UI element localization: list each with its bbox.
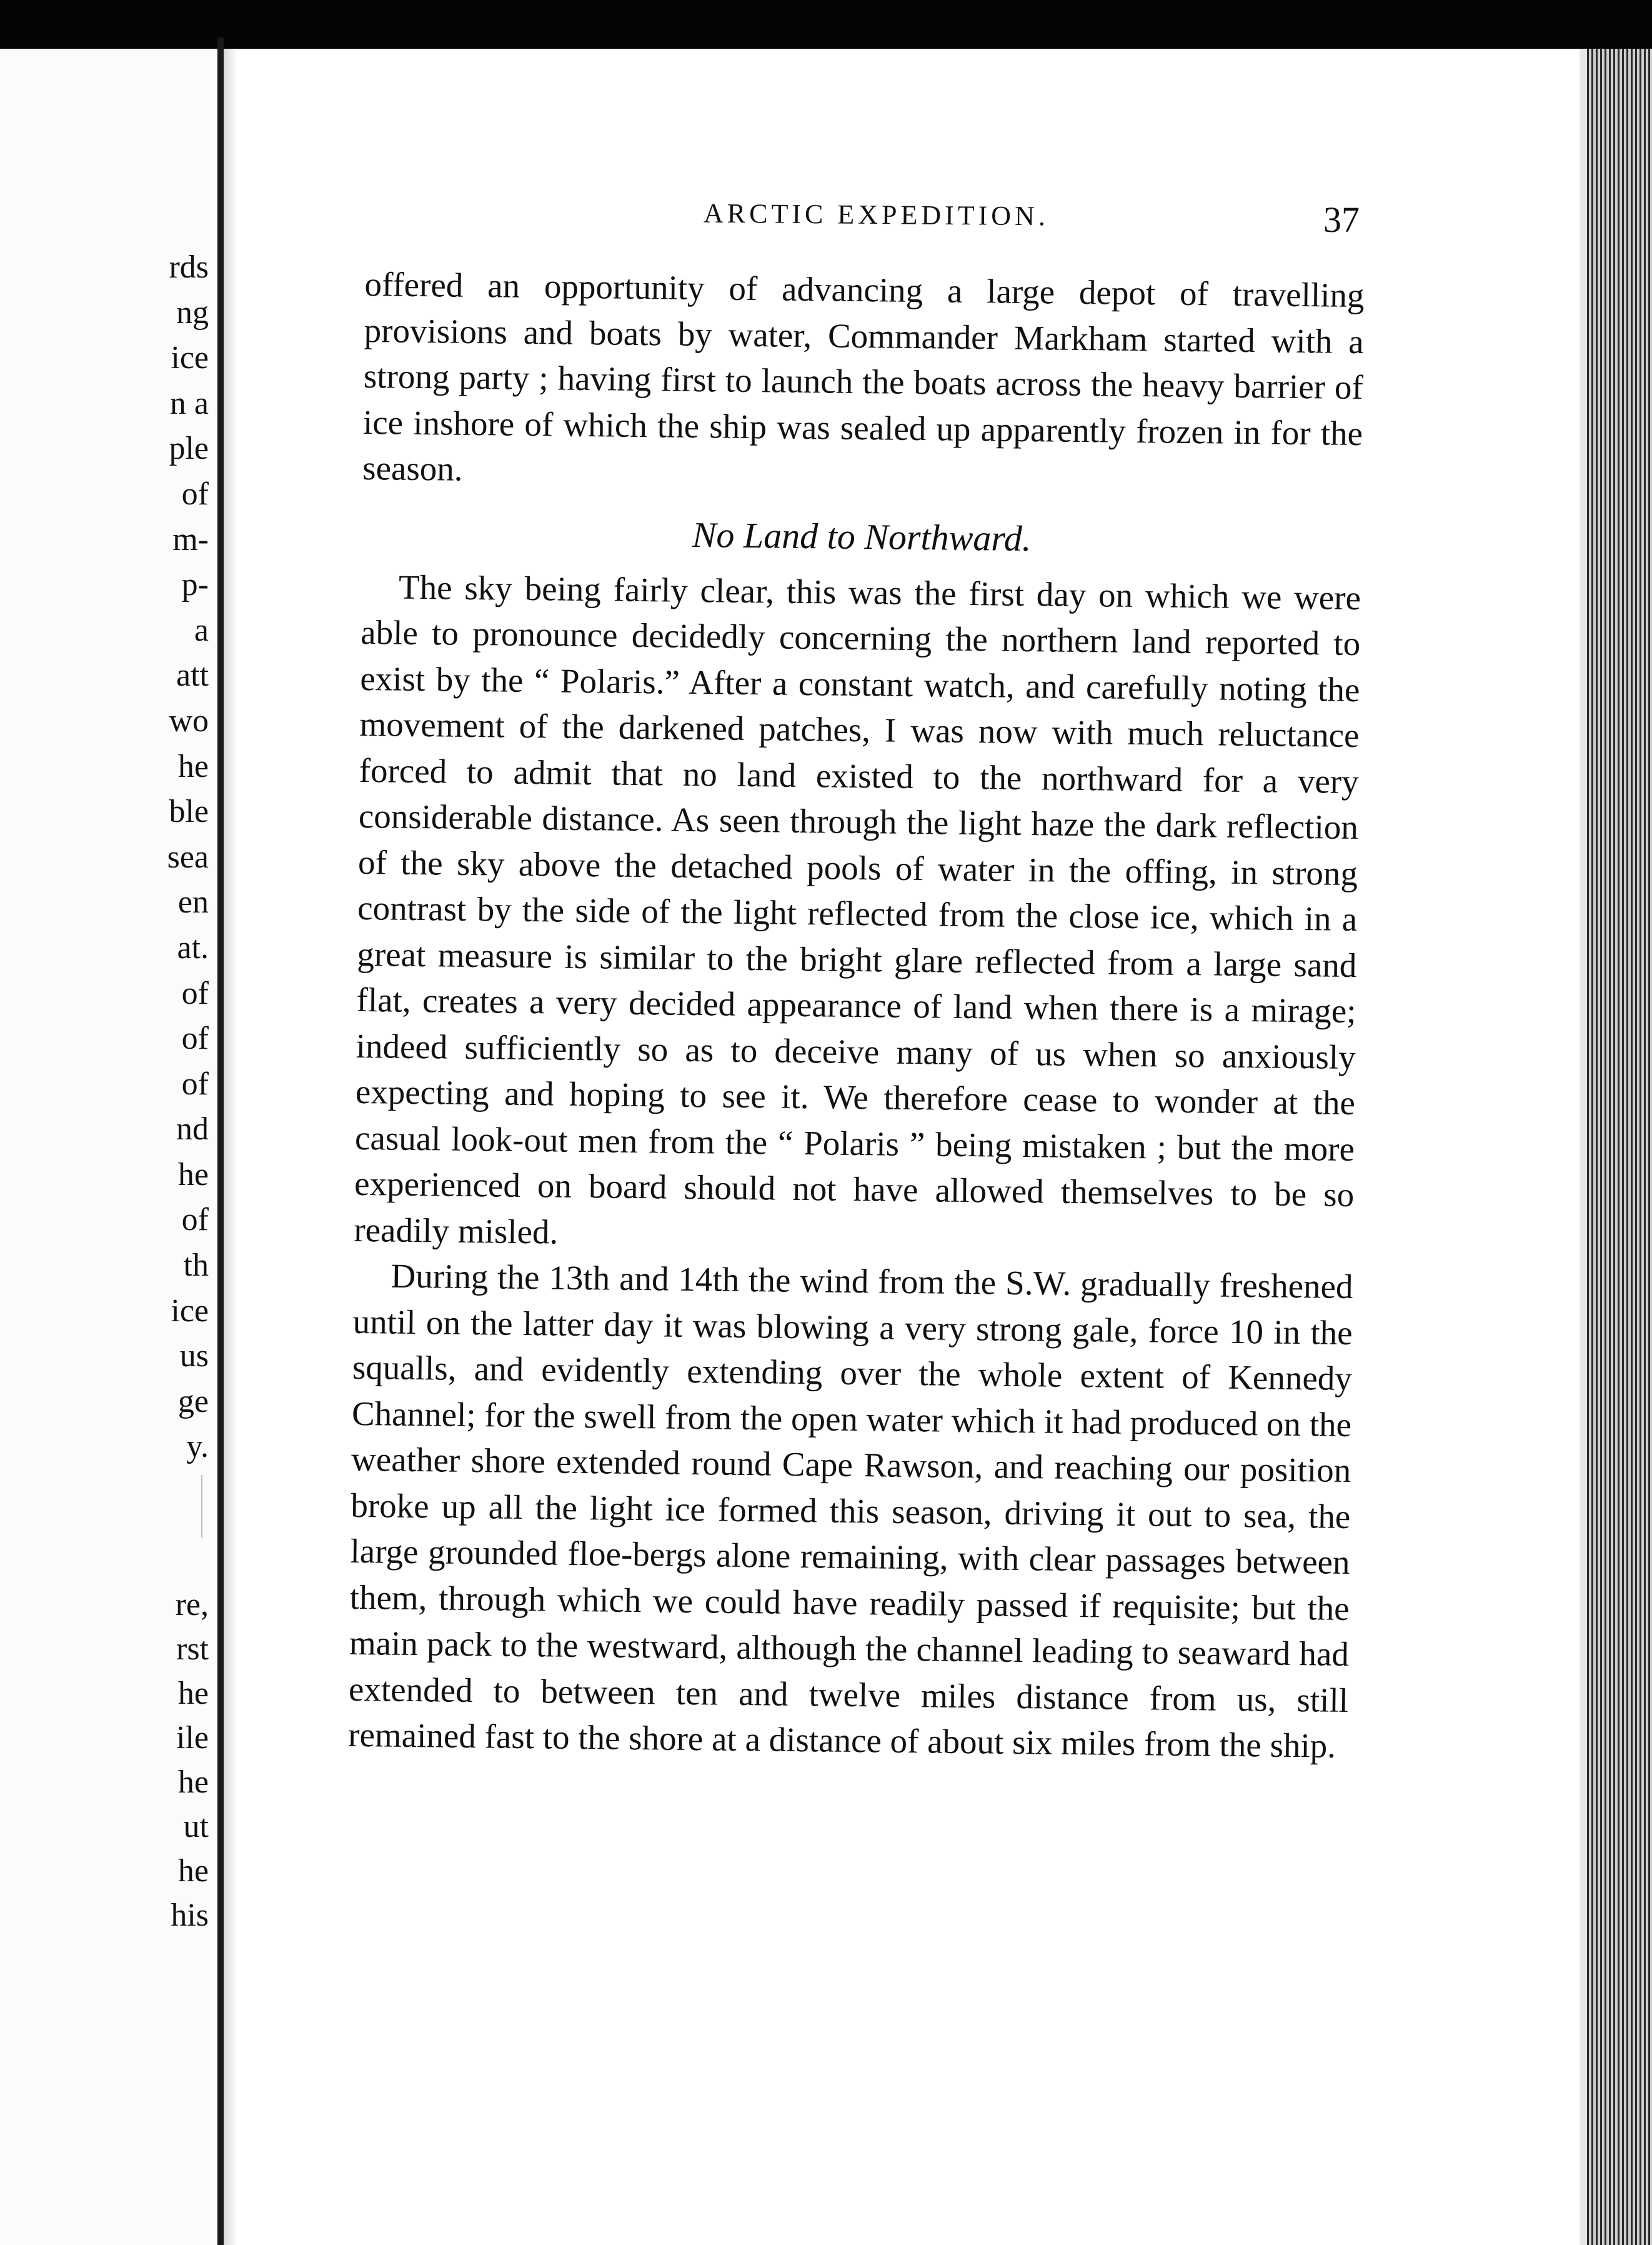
paragraph-continued: offered an opportunity of advancing a large depot of travelling provisions and boats by water, Commander Markham started with a strong party ; having first to launch the boats across the heavy barrier of ice inshore of which the ship was sealed up apparently frozen in for the season. — [362, 264, 1365, 488]
left-page-rule — [201, 1475, 202, 1538]
left-page-fragment: ice — [171, 1292, 209, 1329]
left-page-fragment: his — [171, 1898, 209, 1933]
left-page-fragment: at. — [177, 929, 209, 966]
paragraph-gale: During the 13th and 14th the wind from the S.W. gradually freshened until on the latter day it was blowing a very strong gale, force 10 in the squalls, and evidently extending over the whole extent of Kennedy Channel; for the swell from the open water which it had produced on the weather shore extended round Cape Rawson, and reaching our position broke up all the light ice formed this season, driving it out to sea, the large grounded floe-bergs alone remaining, with clear passages between them, through which we could have readily passed if requisite; but the main pack to the westward, although the channel leading to seaward had extended to between ten and twelve miles distance from us, still remained fast to the shore at a distance of about six miles from the ship. — [347, 1256, 1353, 1765]
left-page-fragment: ple — [169, 431, 209, 467]
left-page-fragment: en — [177, 884, 209, 921]
section-heading: No Land to Northward. — [692, 514, 1032, 559]
scan-top-border — [0, 0, 1652, 49]
left-page-fragment: of — [181, 476, 209, 512]
page-number: 37 — [1323, 199, 1360, 240]
left-page-fragment: n a — [169, 385, 209, 421]
left-page-fragment: ice — [171, 340, 209, 376]
left-page-fragment: sea — [167, 839, 209, 875]
left-page-fragment: of — [181, 1021, 209, 1057]
left-page-fragment: ble — [169, 794, 209, 830]
page-body — [348, 261, 1365, 1769]
left-page-fragment: ut — [183, 1809, 209, 1844]
left-page-fragment: he — [177, 1853, 209, 1889]
left-page-fragment: rst — [176, 1631, 209, 1667]
left-page-fragment: p- — [181, 567, 209, 603]
left-page-fragment: ile — [176, 1720, 209, 1756]
left-page-fragment: he — [177, 1676, 209, 1711]
left-page-fragment: att — [176, 658, 209, 694]
left-page-fragment: ge — [177, 1383, 209, 1419]
left-page-fragment: nd — [176, 1111, 209, 1148]
left-page-fragment: m- — [172, 521, 209, 558]
left-page-text-lower — [84, 1582, 209, 1938]
left-page-fragment: y. — [186, 1429, 209, 1465]
left-page-fragment: he — [177, 1156, 209, 1192]
left-page-fragment: of — [181, 975, 209, 1011]
left-page-text-upper — [84, 245, 209, 1470]
left-page-fragment: he — [177, 1764, 209, 1800]
running-head: ARCTIC EXPEDITION. — [703, 198, 1050, 232]
left-page-fragment: re, — [175, 1587, 209, 1622]
left-page-fragment: th — [183, 1248, 209, 1284]
left-page-fragment: ng — [176, 294, 209, 331]
left-page-fragment: a — [194, 612, 209, 648]
left-page-fragment: he — [177, 748, 209, 784]
left-page-fragment: rds — [169, 249, 209, 285]
left-page-fragment: wo — [169, 702, 209, 739]
left-page-fragment: of — [181, 1202, 209, 1238]
left-page-fragment: of — [181, 1066, 209, 1102]
page-block-edge — [1587, 49, 1652, 2245]
left-page-fragment: us — [179, 1338, 209, 1374]
book-gutter — [217, 38, 224, 2245]
paragraph-no-land: The sky being fairly clear, this was the first day on which we were able to pronounce decidedly concerning the northern land reported to exist by the “ Polaris.” After a constant watch, and carefully noting the movement of the darkened patches, I was now with much reluctance forced to admit that no land existed to the northward for a very considerable distance. As seen through the light haze the dark reflection of the sky above the detached pools of water in the offing, in strong contrast by the side of the light reflected from the close ice, which in a great measure is similar to the bright glare reflected from a large sand flat, creates a very decided appearance of land when there is a mirage; indeed sufficiently so as to deceive many of us when so anxiously expecting and hoping to see it. We therefore cease to wonder at the casual look-out men from the “ Polaris ” being mistaken ; but the more experienced on board should not have allowed themselves to be so readily misled. — [354, 568, 1361, 1251]
gutter-shadow — [224, 49, 237, 2245]
